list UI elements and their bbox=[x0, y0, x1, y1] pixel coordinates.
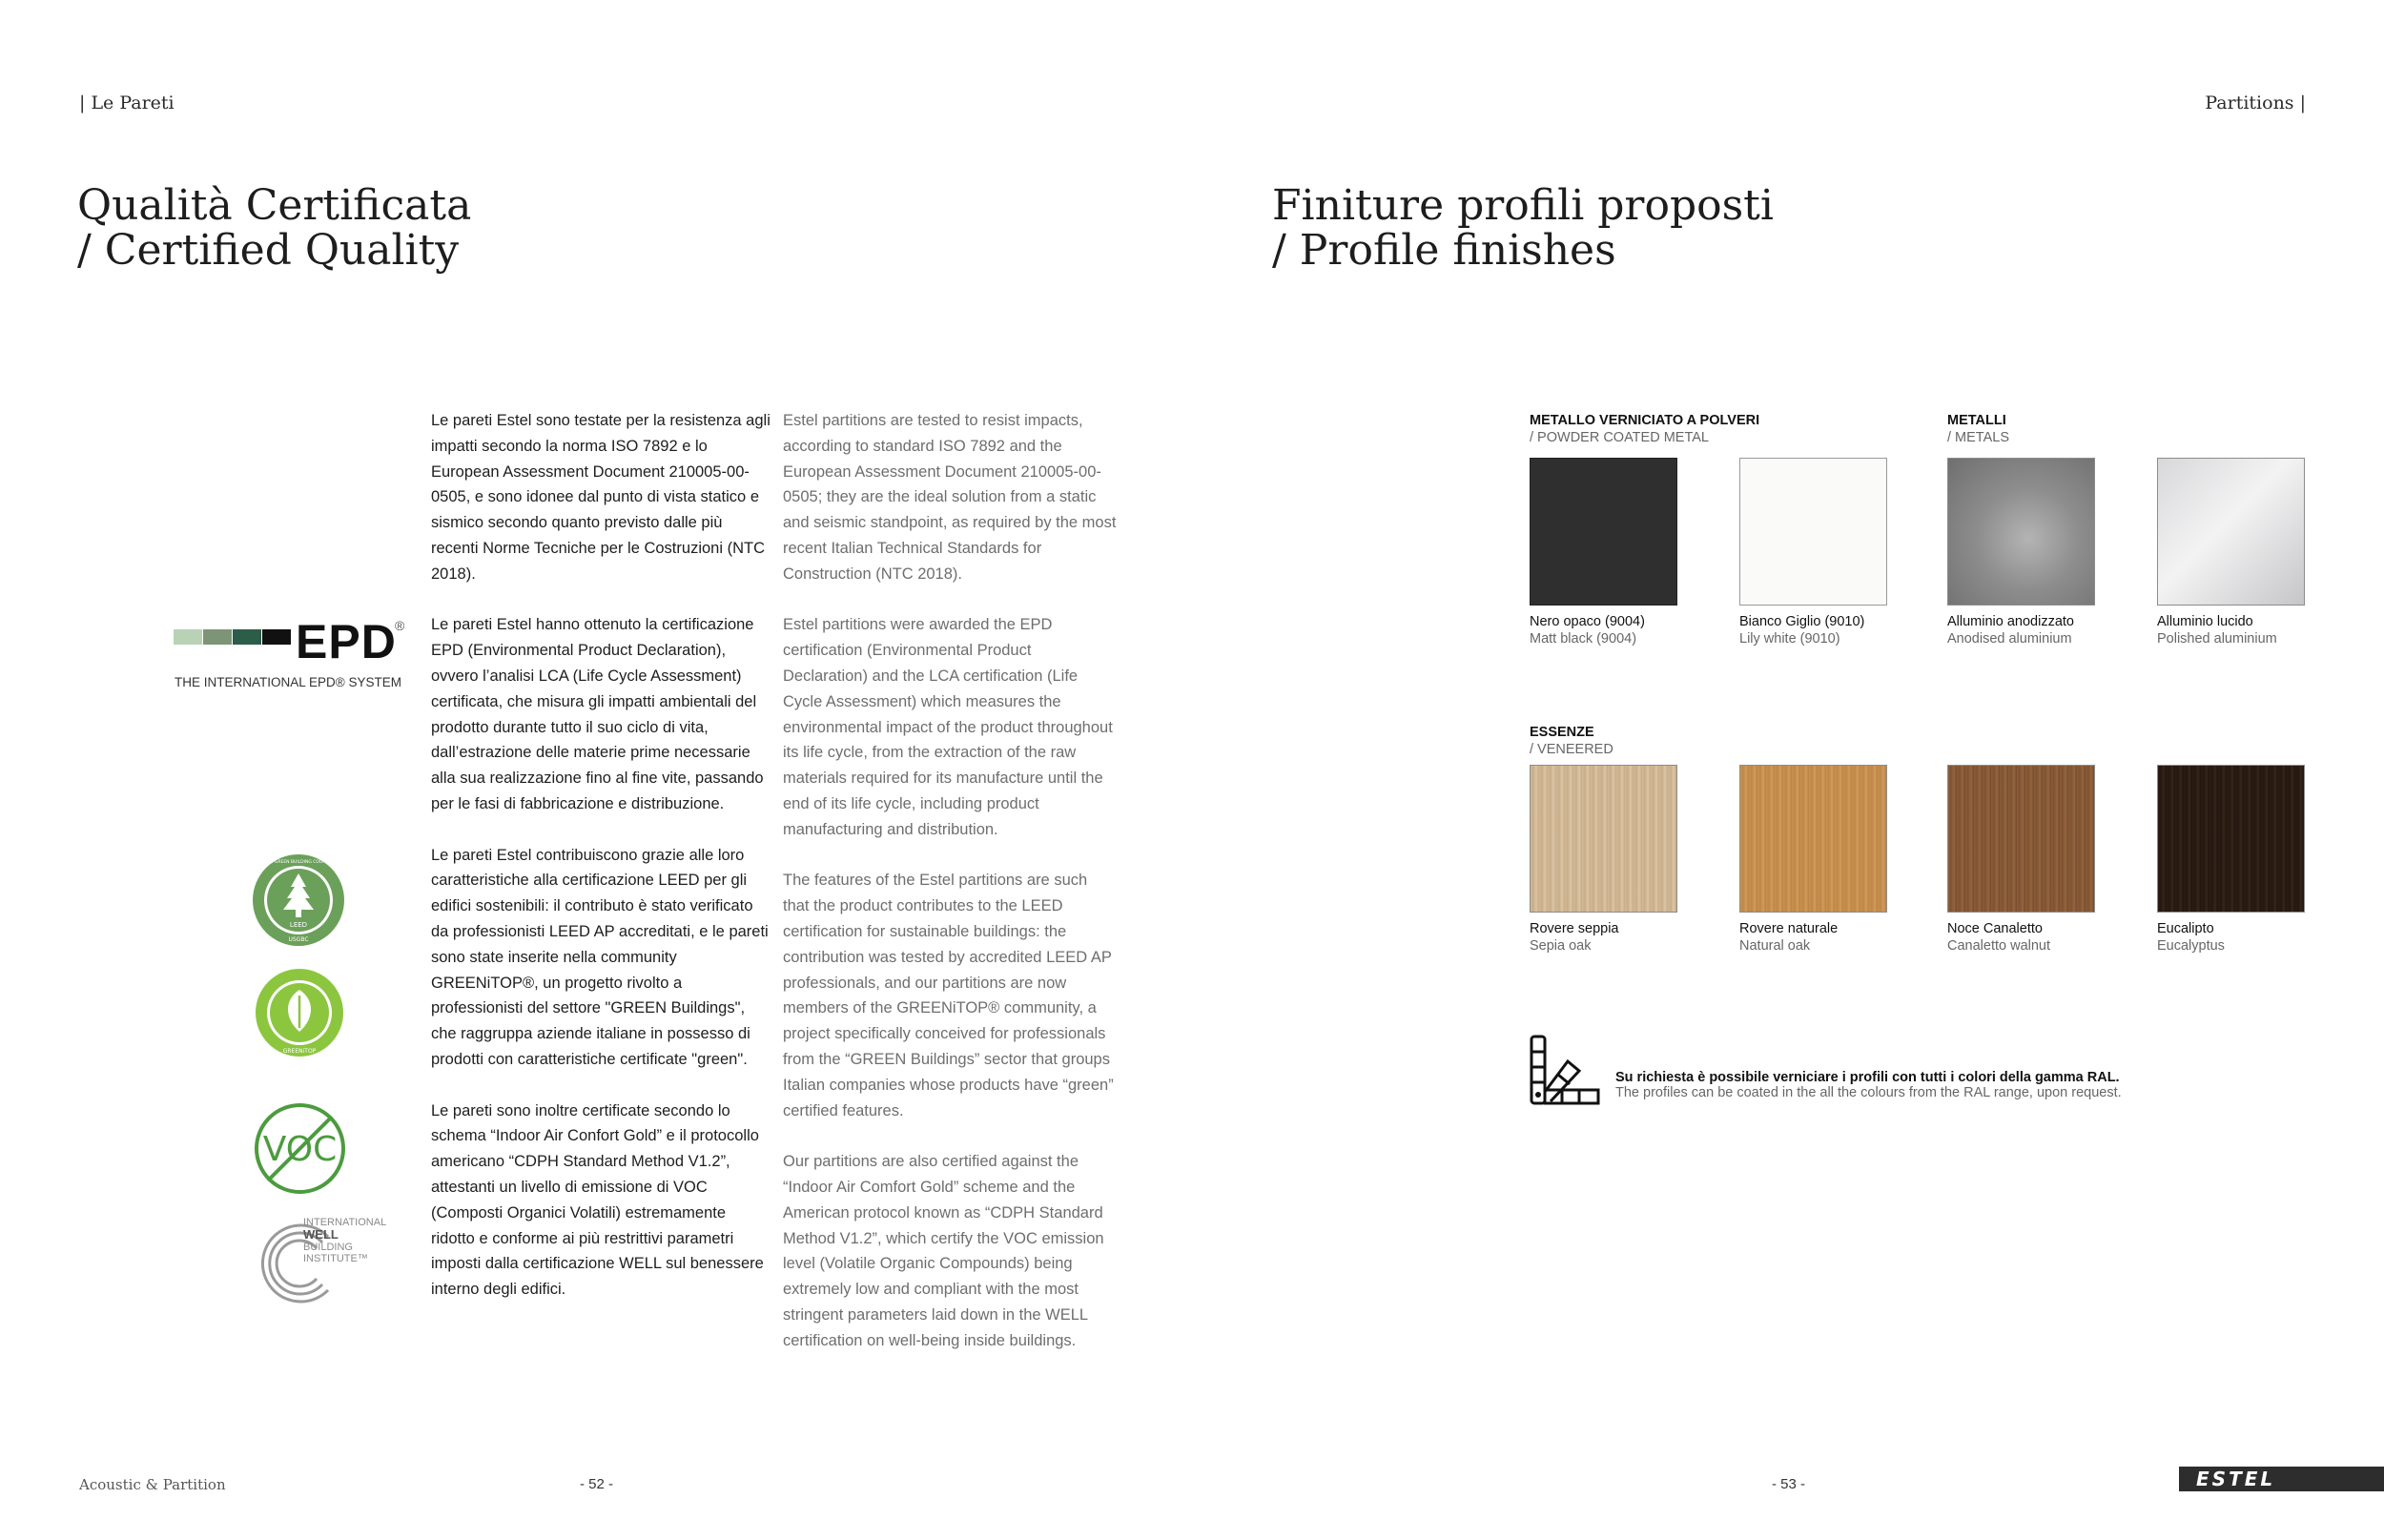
italian-text-column bbox=[431, 408, 771, 1328]
page-title-right bbox=[1272, 183, 1774, 273]
voc-text: VOC bbox=[262, 1130, 338, 1169]
paragraph-it-4: Le pareti sono inoltre certificate secondo lo schema “Indoor Air Confort Gold” e il protocollo americano “CDPH Standard Method V1.2”, attestanti un livello di emissione di VOC (Composti Organici Volatili) estremamente ridotto e conforme ai più restrittivi parametri imposti dalla certificazione WELL sul benessere interno degli edifici. bbox=[431, 1101, 764, 1299]
well-line4: INSTITUTE™ bbox=[303, 1253, 368, 1264]
title-english: / Profile finishes bbox=[1272, 226, 1616, 275]
swatch-label-nero: Nero opaco (9004) Matt black (9004) bbox=[1530, 614, 1645, 647]
voc-logo bbox=[254, 1102, 346, 1195]
paragraph-en-3: The features of the Estel partitions are such that the product contributes to the LEED certification for sustainable buildings: the contribution was tested by accredited LEED AP professionals, and our partitions are now members of the GREENiTOP® community, a project specifically conceived for professionals from the “GREEN Buildings” sector that groups Italian companies whose products have “green” certified features. bbox=[783, 872, 1114, 1119]
swatch-alluminio-lucido bbox=[2157, 458, 2305, 606]
estel-logo-text: ESTEL bbox=[2196, 1468, 2276, 1490]
color-palette-icon bbox=[1530, 1035, 1602, 1107]
paragraph-it-3: Le pareti Estel contribuiscono grazie alle loro caratteristiche alla certificazione LEED per gli edifici sostenibili: il contributo è stato verificato da professionisti LEED AP accreditati, e le pareti sono state inserite nella community GREENiTOP®, un progetto rivolto a professionisti del settore "GREEN Buildings", che raggruppa aziende italiane in possesso di prodotti con caratteristiche certificate "green". bbox=[431, 846, 769, 1068]
metals-subtitle: / METALS bbox=[1947, 430, 2009, 445]
swatch-rovere-naturale bbox=[1739, 765, 1887, 913]
swatch-eucalipto bbox=[2157, 765, 2305, 913]
veneered-heading bbox=[1530, 724, 1613, 758]
paragraph-en-1: Estel partitions are tested to resist impacts, according to standard ISO 7892 and the European Assessment Document 210005-00-0505; they are the ideal solution from a static and seismic standpoint, as required by the most recent Italian Technical Standards for Construction (NTC 2018). bbox=[783, 412, 1117, 583]
paragraph-en-4: Our partitions are also certified against the “Indoor Air Comfort Gold” scheme and the American protocol known as “CDPH Standard Method V1.2”, which certify the VOC emission level (Volatile Organic Compounds) being extremely low and compliant with the most stringent parameters laid down in the WELL certification on well-being inside buildings. bbox=[783, 1153, 1104, 1349]
swatch-nero-opaco bbox=[1530, 458, 1677, 606]
english-text-column bbox=[783, 408, 1117, 1379]
page-number-left: - 52 - bbox=[580, 1476, 614, 1492]
leed-center-text: LEED bbox=[289, 921, 308, 929]
leed-top-text: U.S. GREEN BUILDING COUNCIL bbox=[264, 860, 333, 865]
swatch-alluminio-anodizzato bbox=[1947, 458, 2095, 606]
swatch-bianco-giglio bbox=[1739, 458, 1887, 606]
running-head-left: | Le Pareti bbox=[79, 92, 175, 113]
epd-text: EPD bbox=[296, 615, 397, 668]
swatch-rovere-seppia bbox=[1530, 765, 1677, 913]
veneered-subtitle: / VENEERED bbox=[1530, 742, 1613, 757]
epd-bar-2 bbox=[203, 629, 232, 645]
paragraph-en-2: Estel partitions were awarded the EPD certification (Environmental Product Declaration) and the LCA certification (Life Cycle Assessment) which measures the environmental impact of the product throughout its life cycle, from the extraction of the raw materials required for its manufacture until the end of its life cycle, including product manufacturing and distribution. bbox=[783, 616, 1113, 838]
metals-heading bbox=[1947, 412, 2009, 446]
ral-note-english: The profiles can be coated in the all the colours from the RAL range, upon request. bbox=[1615, 1085, 2122, 1100]
title-italian: Finiture profili proposti bbox=[1272, 181, 1774, 230]
paragraph-it-2: Le pareti Estel hanno ottenuto la certificazione EPD (Environmental Product Declaration), ovvero l’analisi LCA (Life Cycle Assessment) certificata, che misura gli impatti ambientali del prodotto durante tutto il suo ciclo di vita, dall’estrazione delle materie prime necessarie alla sua realizzazione fino al fine vite, passando per le fasi di fabbricazione e distribuzione. bbox=[431, 616, 764, 812]
paragraph-it-1: Le pareti Estel sono testate per la resistenza agli impatti secondo la norma ISO 7892 e lo European Assessment Document 210005-00-0505, e sono idonee dal punto di vista statico e sismico secondo quanto previsto dalle più recenti Norme Tecniche per le Costruzioni (NTC 2018). bbox=[431, 412, 771, 583]
swatch-label-rovere-seppia: Rovere seppia Sepia oak bbox=[1530, 921, 1619, 954]
well-line3: BUILDING bbox=[303, 1242, 353, 1253]
well-logo bbox=[252, 1216, 404, 1311]
title-english: / Certified Quality bbox=[77, 226, 460, 275]
footer-text: Acoustic & Partition bbox=[79, 1476, 226, 1493]
leed-bottom-text: USGBC bbox=[288, 936, 309, 943]
registered-mark: ® bbox=[395, 618, 405, 633]
swatch-label-anodizzato: Alluminio anodizzato Anodised aluminium bbox=[1947, 614, 2074, 647]
swatch-label-bianco: Bianco Giglio (9010) Lily white (9010) bbox=[1739, 614, 1865, 647]
epd-bar-4 bbox=[262, 629, 291, 645]
swatch-noce-canaletto bbox=[1947, 765, 2095, 913]
swatch-label-noce-canaletto: Noce Canaletto Canaletto walnut bbox=[1947, 921, 2051, 954]
leed-logo bbox=[251, 852, 346, 948]
metals-title: METALLI bbox=[1947, 413, 2006, 428]
well-line2: WELL bbox=[303, 1227, 339, 1242]
swatch-label-lucido: Alluminio lucido Polished aluminium bbox=[2157, 614, 2277, 647]
greenitop-logo bbox=[254, 967, 345, 1058]
powder-coated-heading bbox=[1530, 412, 1759, 446]
page-title-left bbox=[77, 183, 471, 273]
swatch-label-eucalipto: Eucalipto Eucalyptus bbox=[2157, 921, 2225, 954]
epd-bar-3 bbox=[233, 629, 261, 645]
well-line1: INTERNATIONAL bbox=[303, 1217, 387, 1228]
title-italian: Qualità Certificata bbox=[77, 181, 472, 230]
running-head-right: Partitions | bbox=[2205, 92, 2306, 113]
ral-note bbox=[1615, 1070, 2122, 1100]
page-number-right: - 53 - bbox=[1772, 1476, 1806, 1492]
estel-logo-bar bbox=[2179, 1467, 2384, 1491]
epd-bar-1 bbox=[174, 629, 202, 645]
ral-note-italian: Su richiesta è possibile verniciare i profili con tutti i colori della gamma RAL. bbox=[1615, 1070, 2120, 1085]
epd-caption: THE INTERNATIONAL EPD® SYSTEM bbox=[175, 675, 401, 689]
swatch-label-rovere-naturale: Rovere naturale Natural oak bbox=[1739, 921, 1839, 954]
epd-logo bbox=[174, 615, 412, 698]
powder-subtitle: / POWDER COATED METAL bbox=[1530, 430, 1709, 445]
greenitop-text: GREENiTOP bbox=[282, 1048, 317, 1055]
powder-title: METALLO VERNICIATO A POLVERI bbox=[1530, 413, 1760, 428]
veneered-title: ESSENZE bbox=[1530, 725, 1594, 740]
